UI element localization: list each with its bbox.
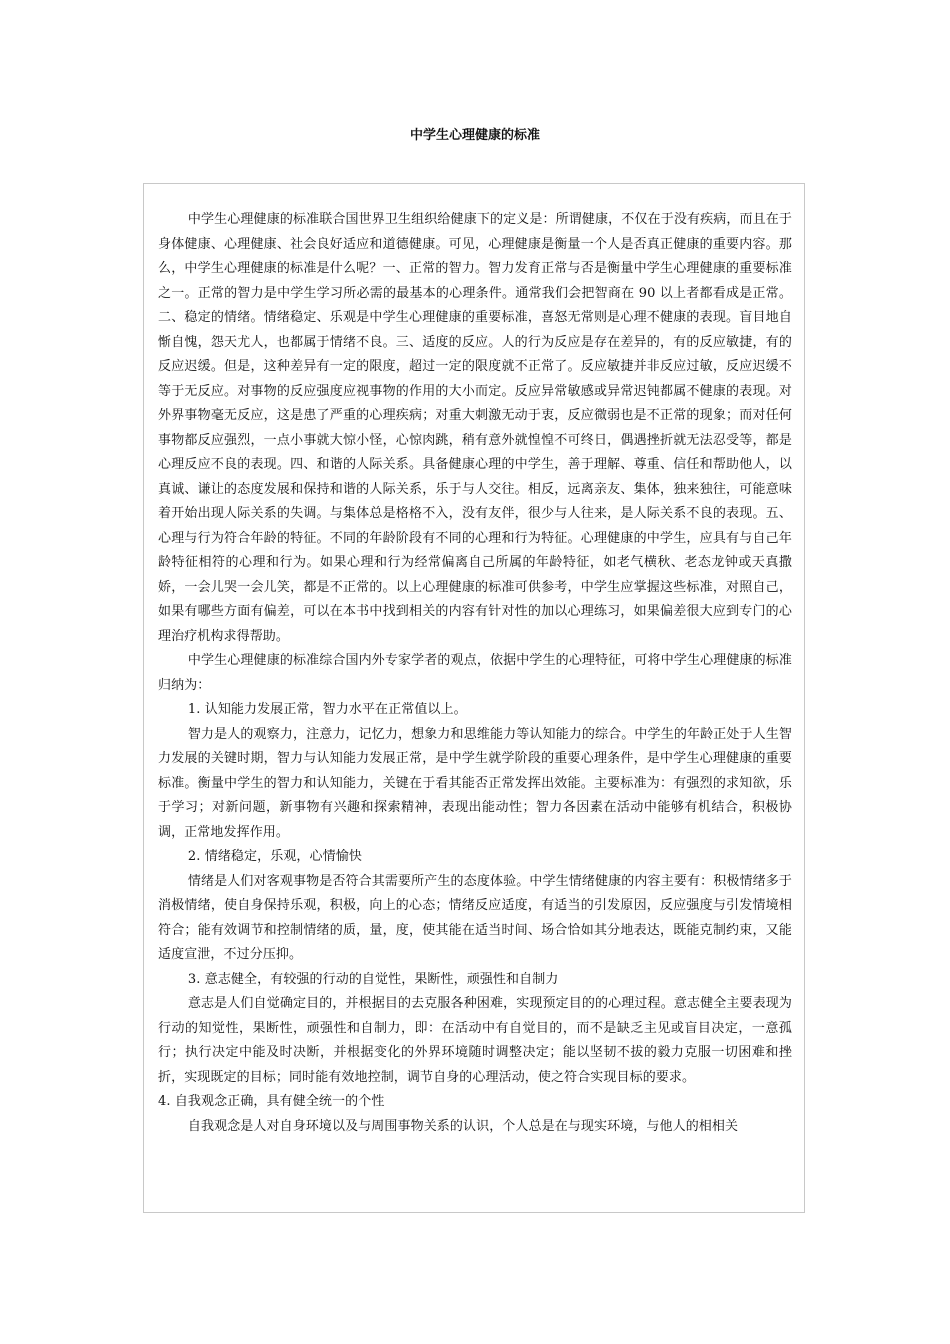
paragraph: 意志是人们自觉确定目的，并根据目的去克服各种困难，实现预定目的的心理过程。意志健全主要表现为行动的知觉性，果断性，顽强性和自制力，即：在活动中有自觉目的，而不是缺乏主见或盲目决定，一意孤行；执行决定中能及时决断，并根据变化的外界环境随时调整决定；能以坚韧不拔的毅力克服一切困难和挫折，实现既定的目标；同时能有效地控制，调节自身的心理活动，使之符合实现目标的要求。 [158,996,792,1085]
content-body [158,208,792,1212]
section-heading: 3. 意志健全，有较强的行动的自觉性，果断性，顽强性和自制力 [187,971,559,987]
content-frame[interactable] [143,183,805,1213]
paragraph: 智力是人的观察力，注意力，记忆力，想象力和思维能力等认知能力的综合。中学生的年龄正处于人生智力发展的关键时期，智力与认知能力发展正常，是中学生就学阶段的重要心理条件，是中学生心理健康的重要标准。衡量中学生的智力和认知能力，关键在于看其能否正常发挥出效能。主要标准为：有强烈的求知欲，乐于学习；对新问题，新事物有兴趣和探索精神，表现出能动性；智力各因素在活动中能够有机结合，积极协调，正常地发挥作用。 [158,726,792,840]
section-heading: 2. 情绪稳定，乐观，心情愉快 [187,849,362,864]
section-heading: 1. 认知能力发展正常，智力水平在正常值以上。 [187,702,467,717]
document-title: 中学生心理健康的标准 [409,128,540,143]
paragraph: 中学生心理健康的标准综合国内外专家学者的观点，依据中学生的心理特征，可将中学生心理健康的标准归纳为： [158,653,792,693]
paragraph: 情绪是人们对客观事物是否符合其需要所产生的态度体验。中学生情绪健康的内容主要有：积极情绪多于消极情绪，使自身保持乐观，积极，向上的心态；情绪反应适度，有适当的引发原因，反应强度与引发情境相符合；能有效调节和控制情绪的质，量，度，使其能在适当时间、场合恰如其分地表达，既能克制约束，又能适度宣泄，不过分压抑。 [158,873,792,962]
section-heading: 4. 自我观念正确，具有健全统一的个性 [158,1094,385,1109]
paragraph: 自我观念是人对自身环境以及与周围事物关系的认识，个人总是在与现实环境，与他人的相相关 [187,1118,739,1134]
paragraph: 中学生心理健康的标准联合国世界卫生组织给健康下的定义是：所谓健康，不仅在于没有疾病，而且在于身体健康、心理健康、社会良好适应和道德健康。可见，心理健康是衡量一个人是否真正健康的重要内容。那么，中学生心理健康的标准是什么呢？一、正常的智力。智力发育正常与否是衡量中学生心理健康的重要标准之一。正常的智力是中学生学习所必需的最基本的心理条件。通常我们会把智商在 90 以上者都看成是正常。二、稳定的情绪。情绪稳定、乐观是中学生心理健康的重要标准，喜怒无常则是心理不健康的表现。盲目地自惭自愧，怨天尤人，也都属于情绪不良。三、适度的反应。人的行为反应是存在差异的，有的反应敏捷，有的反应迟缓。但是，这种差异有一定的限度，超过一定的限度就不正常了。反应敏捷并非反应过敏，反应迟缓不等于无反应。对事物的反应强度应视事物的作用的大小而定。反应异常敏感或异常迟钝都属不健康的表现。对外界事物毫无反应，这是患了严重的心理疾病；对重大刺激无动于衷，反应微弱也是不正常的现象；而对任何事物都反应强烈，一点小事就大惊小怪，心惊肉跳，稍有意外就惶惶不可终日，偶遇挫折就无法忍受等，都是心理反应不良的表现。四、和谐的人际关系。具备健康心理的中学生，善于理解、尊重、信任和帮助他人，以真诚、谦让的态度发展和保持和谐的人际关系，乐于与人交往。相反，远离亲友、集体，独来独往，可能意味着开始出现人际关系的失调。与集体总是格格不入，没有友伴，很少与人往来，是人际关系不良的表现。五、心理与行为符合年龄的特征。不同的年龄阶段有不同的心理和行为特征。心理健康的中学生，应具有与自己年龄特征相符的心理和行为。如果心理和行为经常偏离自己所属的年龄特征，如老气横秋、老态龙钟或天真撒娇，一会儿哭一会儿笑，都是不正常的。以上心理健康的标准可供参考，中学生应掌握这些标准，对照自己，如果有哪些方面有偏差，可以在本书中找到相关的内容有针对性的加以心理练习，如果偏差很大应到专门的心理治疗机构求得帮助。 [158,212,792,644]
